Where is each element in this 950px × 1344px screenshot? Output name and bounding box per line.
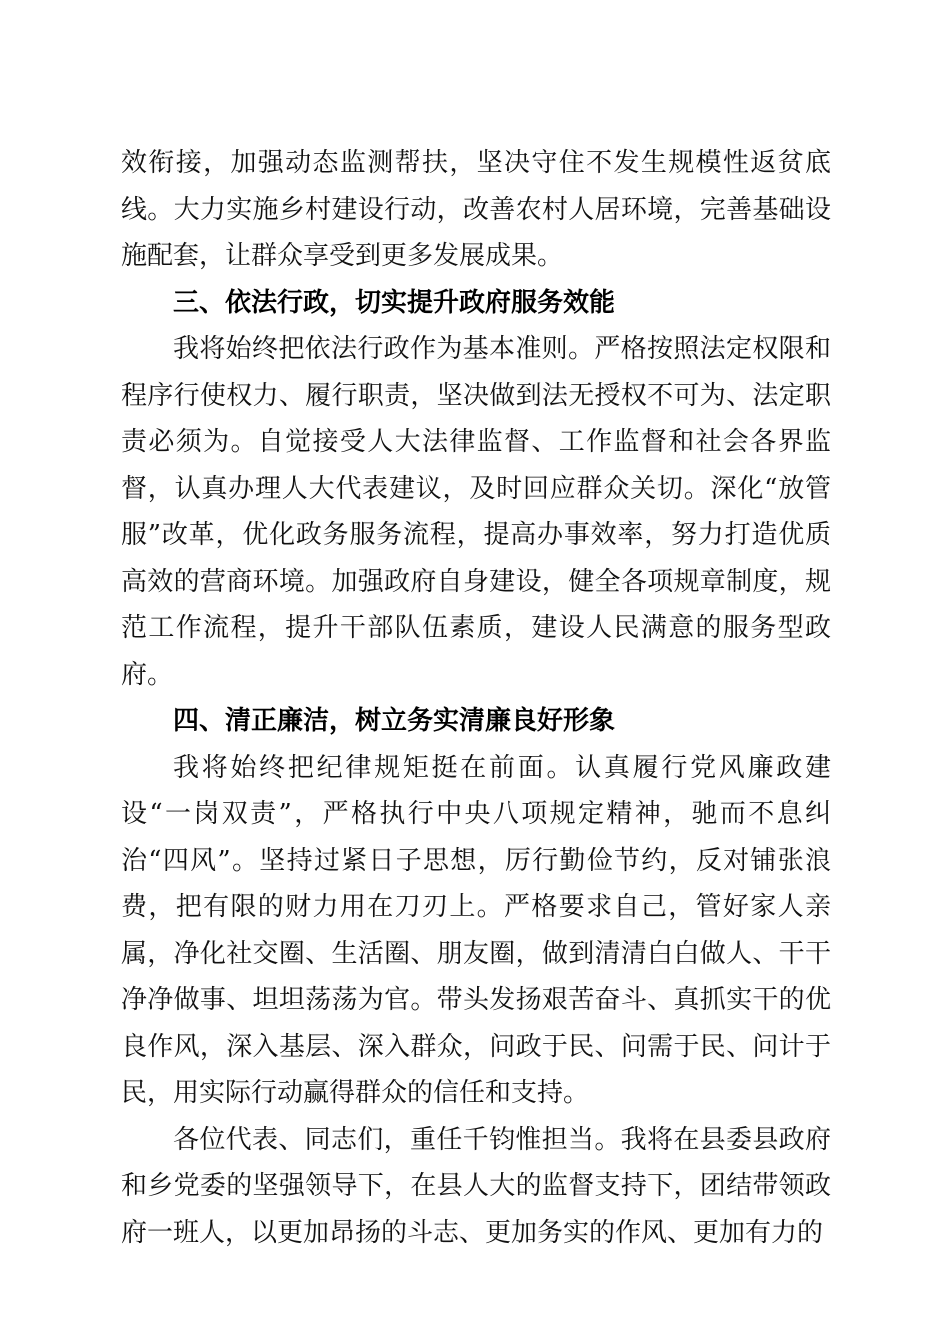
- section-heading-four: 四、清正廉洁，树立务实清廉良好形象: [173, 706, 616, 736]
- document-body: [121, 140, 831, 1256]
- paragraph-rule-of-law: 我将始终把依法行政作为基本准则。严格按照法定权限和程序行使权力、履行职责，坚决做到法无授权不可为、法定职责必须为。自觉接受人大法律监督、工作监督和社会各界监督，认真办理人大代表建议，及时回应群众关切。深化“放管服”改革，优化政务服务流程，提高办事效率，努力打造优质高效的营商环境。加强政府自身建设，健全各项规章制度，规范工作流程，提升干部队伍素质，建设人民满意的服务型政府。: [121, 334, 831, 690]
- paragraph-integrity: 我将始终把纪律规矩挺在前面。认真履行党风廉政建设“一岗双责”，严格执行中央八项规定精神，驰而不息纠治“四风”。坚持过紧日子思想，厉行勤俭节约，反对铺张浪费，把有限的财力用在刀刃上。严格要求自己，管好家人亲属，净化社交圈、生活圈、朋友圈，做到清清白白做人、干干净净做事、坦坦荡荡为官。带头发扬艰苦奋斗、真抓实干的优良作风，深入基层、深入群众，问政于民、问需于民、问计于民，用实际行动赢得群众的信任和支持。: [121, 752, 831, 1108]
- paragraph-continuation: 效衔接，加强动态监测帮扶，坚决守住不发生规模性返贫底线。大力实施乡村建设行动，改善农村人居环境，完善基础设施配套，让群众享受到更多发展成果。: [121, 148, 831, 271]
- paragraph-closing: 各位代表、同志们，重任千钧惟担当。我将在县委县政府和乡党委的坚强领导下，在县人大的监督支持下，团结带领政府一班人，以更加昂扬的斗志、更加务实的作风、更加有力的: [121, 1124, 831, 1248]
- section-heading-three: 三、依法行政，切实提升政府服务效能: [173, 287, 616, 318]
